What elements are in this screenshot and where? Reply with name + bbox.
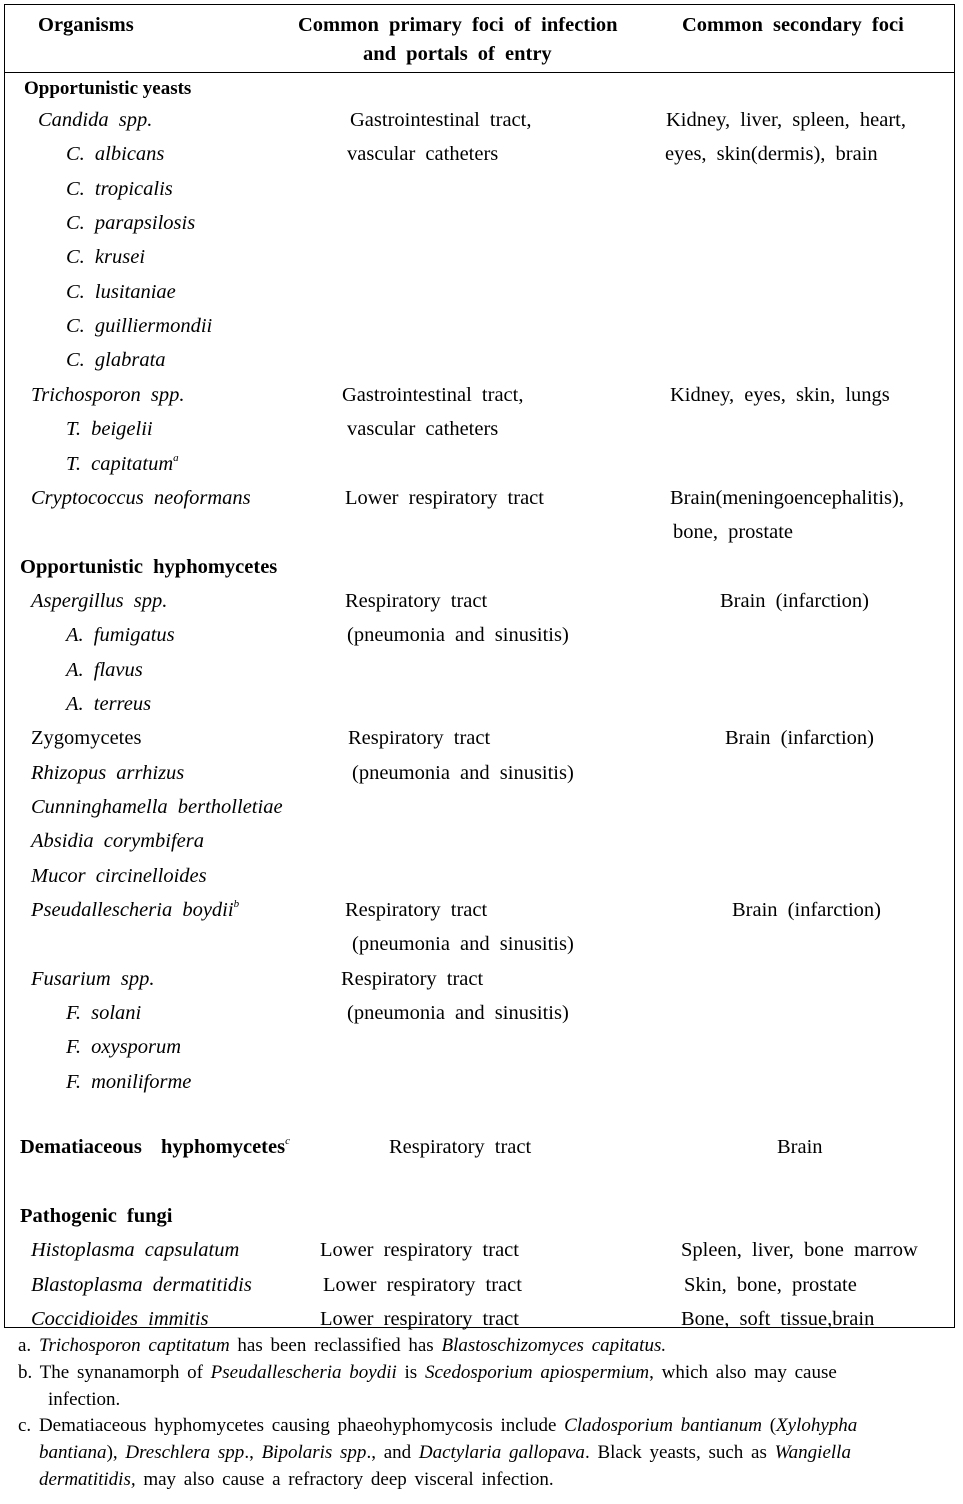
footnote-mark: c — [285, 1135, 290, 1147]
organism-histoplasma: Histoplasma capsulatum — [31, 1239, 240, 1261]
species-row: C. glabrata — [66, 349, 166, 371]
species-row: Cunninghamella bertholletiae — [31, 796, 283, 818]
species-row: C. albicans — [66, 143, 165, 165]
secondary-focus: Kidney, eyes, skin, lungs — [670, 384, 890, 406]
secondary-focus: Brain (infarction) — [720, 590, 870, 612]
section-opportunistic-yeasts: Opportunistic yeasts — [24, 78, 192, 99]
organism-zygomycetes: Zygomycetes — [31, 727, 142, 749]
secondary-focus: Brain (infarction) — [725, 727, 875, 749]
section-opportunistic-hyphomycetes: Opportunistic hyphomycetes — [20, 556, 278, 578]
primary-focus: Respiratory tract — [348, 727, 491, 749]
footnote-c-cont: bantiana), Dreschlera spp., Bipolaris spp., and Dactylaria gallopava. Black yeasts, such as Wangiella — [39, 1442, 851, 1463]
table-frame — [4, 4, 955, 1328]
species-row: T. capitatum$^a$ — [66, 452, 179, 475]
primary-focus: (pneumonia and sinusitis) — [347, 1002, 569, 1024]
secondary-focus: eyes, skin(dermis), brain — [665, 143, 878, 165]
species-row: Rhizopus arrhizus — [31, 762, 185, 784]
footnote-b: b. The synanamorph of Pseudallescheria boydii is Scedosporium apiospermium, which also may cause — [18, 1362, 837, 1383]
footnote-a: a. Trichosporon captitatum has been reclassified has Blastoschizomyces capitatus. — [18, 1335, 667, 1356]
footnote-b-cont: infection. — [48, 1389, 121, 1410]
header-rule — [4, 72, 955, 73]
secondary-focus: Brain(meningoencephalitis), — [670, 487, 904, 509]
species-row: C. lusitaniae — [66, 281, 176, 303]
secondary-focus: Brain (infarction) — [732, 899, 882, 921]
primary-focus: Respiratory tract — [389, 1136, 532, 1158]
primary-focus: Respiratory tract — [341, 968, 484, 990]
secondary-focus: Kidney, liver, spleen, heart, — [666, 109, 906, 131]
primary-focus: (pneumonia and sinusitis) — [352, 762, 574, 784]
header-primary-line1: Common primary foci of infection — [298, 14, 618, 36]
primary-focus: (pneumonia and sinusitis) — [347, 624, 569, 646]
header-organisms: Organisms — [38, 14, 134, 36]
species-row: C. krusei — [66, 246, 146, 268]
footnote-c: c. Dematiaceous hyphomycetes causing phaeohyphomycosis include Cladosporium bantianum (Xylohypha — [18, 1415, 858, 1436]
header-primary-line2: and portals of entry — [363, 43, 552, 65]
organism-aspergillus: Aspergillus spp. — [31, 590, 168, 612]
organism-coccidioides: Coccidioides immitis — [31, 1308, 209, 1330]
species-row: T. beigelii — [66, 418, 153, 440]
species-row: F. moniliforme — [66, 1071, 192, 1093]
species-row: A. terreus — [66, 693, 152, 715]
organism-fusarium: Fusarium spp. — [31, 968, 155, 990]
organism-candida: Candida spp. — [38, 109, 153, 131]
species-row: A. flavus — [66, 659, 143, 681]
secondary-focus: Brain — [777, 1136, 823, 1158]
secondary-focus: Spleen, liver, bone marrow — [681, 1239, 918, 1261]
primary-focus: (pneumonia and sinusitis) — [352, 933, 574, 955]
species-row: Mucor circinelloides — [31, 865, 207, 887]
primary-focus: Gastrointestinal tract, — [350, 109, 532, 131]
primary-focus: Respiratory tract — [345, 899, 488, 921]
organism-trichosporon: Trichosporon spp. — [31, 384, 185, 406]
species-row: C. tropicalis — [66, 178, 173, 200]
footnote-mark: b — [233, 898, 240, 910]
section-dematiaceous-hyphomycetes: Dematiaceous hyphomycetes$^c$ — [20, 1135, 290, 1158]
primary-focus: Lower respiratory tract — [323, 1274, 522, 1296]
primary-focus: Lower respiratory tract — [320, 1308, 519, 1330]
primary-focus: vascular catheters — [347, 418, 499, 440]
primary-focus: Lower respiratory tract — [320, 1239, 519, 1261]
primary-focus: Respiratory tract — [345, 590, 488, 612]
organism-blastoplasma: Blastoplasma dermatitidis — [31, 1274, 252, 1296]
secondary-focus: Bone, soft tissue,brain — [681, 1308, 875, 1330]
primary-focus: Gastrointestinal tract, — [342, 384, 524, 406]
section-pathogenic-fungi: Pathogenic fungi — [20, 1205, 173, 1227]
organism-pseudallescheria: Pseudallescheria boydii$^b$ — [31, 898, 240, 921]
secondary-focus: Skin, bone, prostate — [684, 1274, 857, 1296]
primary-focus: vascular catheters — [347, 143, 499, 165]
species-row: C. parapsilosis — [66, 212, 196, 234]
species-row: C. guilliermondii — [66, 315, 213, 337]
secondary-focus: bone, prostate — [673, 521, 793, 543]
footnote-c-cont2: dermatitidis, may also cause a refractory deep visceral infection. — [39, 1469, 554, 1490]
header-secondary: Common secondary foci — [682, 14, 904, 36]
primary-focus: Lower respiratory tract — [345, 487, 544, 509]
footnote-mark: a — [173, 452, 179, 464]
species-row: F. solani — [66, 1002, 142, 1024]
species-row: Absidia corymbifera — [31, 830, 204, 852]
species-row: F. oxysporum — [66, 1036, 182, 1058]
species-row: A. fumigatus — [66, 624, 175, 646]
organism-cryptococcus: Cryptococcus neoformans — [31, 487, 251, 509]
